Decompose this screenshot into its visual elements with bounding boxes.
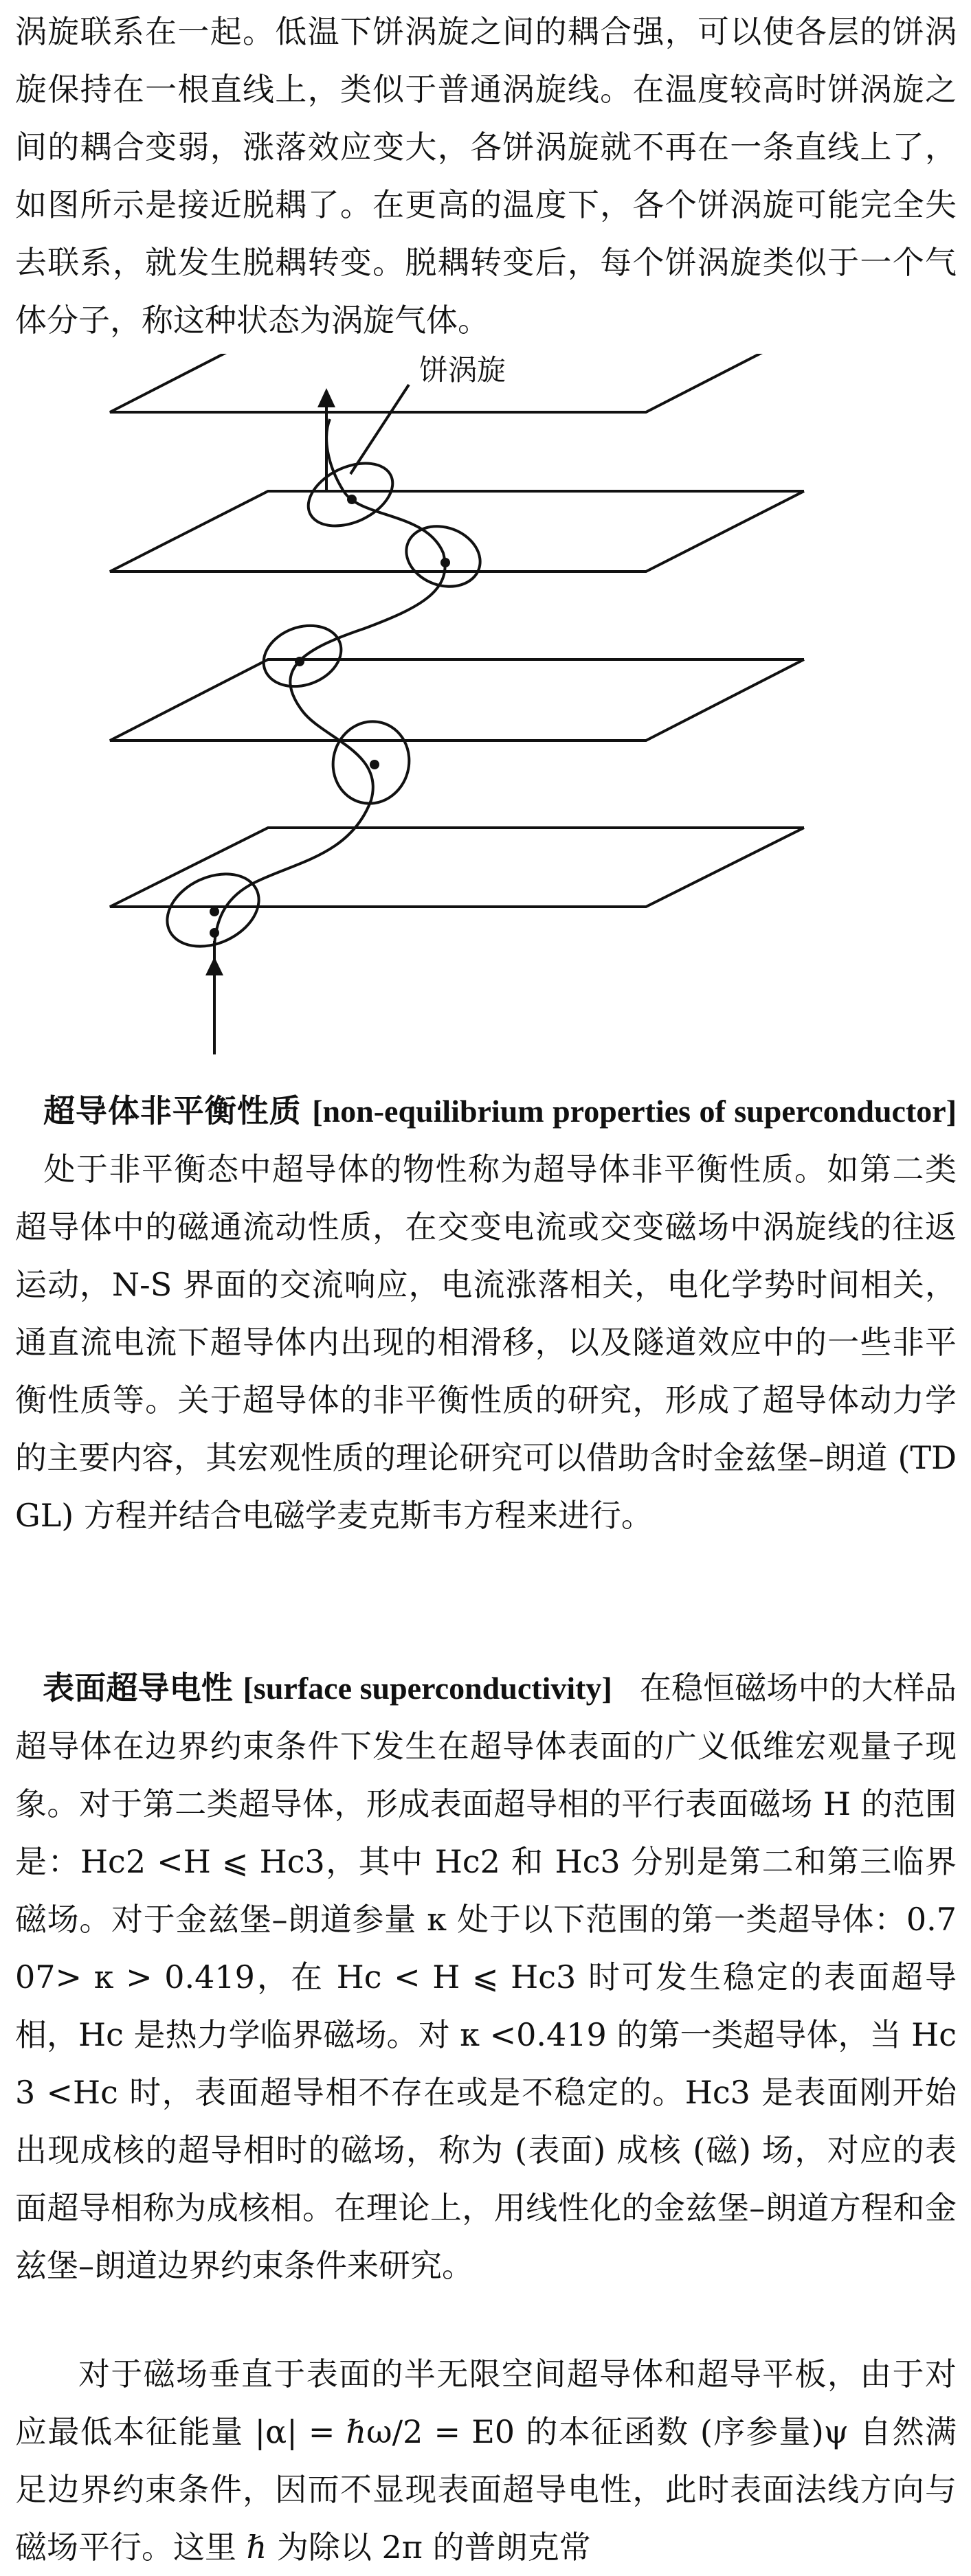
entry-english: [surface superconductivity] <box>243 1671 612 1706</box>
entry-surface <box>15 1659 957 2294</box>
entry-body: 在稳恒磁场中的大样品超导体在边界约束条件下发生在超导体表面的广义低维宏观量子现象。对于第二类超导体，形成表面超导相的平行表面磁场 H 的范围是：Hc2 <H ⩽ Hc3，其中 Hc2 和 Hc3 分别是第二和第三临界磁场。对于金兹堡–朗道参量 κ 处于以下范围的第一类超导体：0.707> κ > 0.419，在 Hc < H ⩽ Hc3 时可发生稳定的表面超导相，Hc 是热力学临界磁场。对 κ <0.419 的第一类超导体，当 Hc3 <Hc 时，表面超导相不存在或是不稳定的。Hc3 是表面刚开始出现成核的超导相时的磁场，称为 (表面) 成核 (磁) 场，对应的表面超导相称为成核相。在理论上，用线性化的金兹堡–朗道方程和金兹堡–朗道边界约束条件来研究。 <box>15 1669 957 2284</box>
entry-body: 处于非平衡态中超导体的物性称为超导体非平衡性质。如第二类超导体中的磁通流动性质，在交变电流或交变磁场中涡旋线的往返运动，N-S 界面的交流响应，电流涨落相关，电化学势时间相关，通直流电流下超导体内出现的相滑移，以及隧道效应中的一些非平衡性质等。关于超导体的非平衡性质的研究，形成了超导体动力学的主要内容，其宏观性质的理论研究可以借助含时金兹堡–朗道 (TDGL) 方程并结合电磁学麦克斯韦方程来进行。 <box>15 1151 957 1534</box>
entry-term: 超导体非平衡性质 <box>43 1092 302 1129</box>
pancake-vortex-figure <box>96 354 893 1054</box>
vortex-core-dot <box>347 495 357 504</box>
vortex-line <box>214 419 445 1054</box>
figure-label: 饼涡旋 <box>419 354 506 387</box>
vortex-core-dot <box>440 558 450 567</box>
paragraph-perpendicular-field: 对于磁场垂直于表面的半无限空间超导体和超导平板，由于对应最低本征能量 |α| = ℏω/2 = E0 的本征函数 (序参量)ψ 自然满足边界约束条件，因而不显现表面超导电性，此时表面法线方向与磁场平行。这里 ℏ 为除以 2π 的普朗克常 <box>15 2355 957 2566</box>
pancake-vortex-3 <box>255 615 350 697</box>
entry-english: [non-equilibrium properties of superconductor] <box>312 1094 957 1129</box>
vortex-core-dot <box>210 928 219 938</box>
vortex-core-dot <box>295 657 304 666</box>
vortex-diagram <box>96 354 893 1054</box>
arrowhead-top <box>317 388 335 407</box>
vortex-core-dot <box>210 907 219 916</box>
vortex-core-dot <box>370 760 379 769</box>
label-leader <box>350 385 409 474</box>
arrowhead-bottom <box>205 957 223 975</box>
entry-nonequilibrium <box>15 1082 957 1544</box>
intro-paragraph: 涡旋联系在一起。低温下饼涡旋之间的耦合强，可以使各层的饼涡旋保持在一根直线上，类似于普通涡旋线。在温度较高时饼涡旋之间的耦合变弱，涨落效应变大，各饼涡旋就不再在一条直线上了，如图所示是接近脱耦了。在更高的温度下，各个饼涡旋可能完全失去联系，就发生脱耦转变。脱耦转变后，每个饼涡旋类似于一个气体分子，称这种状态为涡旋气体。 <box>15 13 957 339</box>
layer-plane-4 <box>110 659 804 741</box>
entry-term: 表面超导电性 <box>43 1669 233 1706</box>
layer-plane-5 <box>110 828 804 907</box>
pancake-vortex-1 <box>298 451 403 538</box>
